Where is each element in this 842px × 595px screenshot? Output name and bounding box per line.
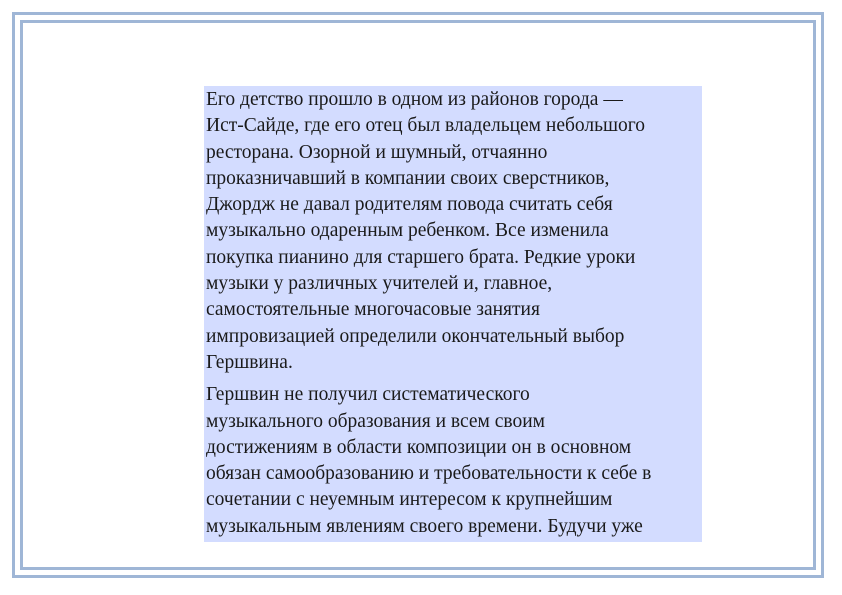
line: импровизацией определили окончательный выбор	[206, 325, 625, 347]
paragraph-1	[206, 87, 700, 376]
line: Гершвин не получил систематического	[206, 384, 530, 406]
line: музыкального образования и всем своим	[206, 410, 546, 432]
line: самостоятельные многочасовые занятия	[206, 299, 540, 321]
line: сочетании с неуемным интересом к крупнейшим	[206, 489, 613, 511]
line: Его детство прошло в одном из районов города —	[206, 89, 623, 110]
line: музыки у различных учителей и, главное,	[206, 273, 553, 295]
line: обязан самообразованию и требовательности к себе в	[206, 463, 652, 485]
line: Гершвина.	[206, 351, 293, 373]
line: покупка пианино для старшего брата. Редкие уроки	[206, 246, 636, 268]
line: ресторана. Озорной и шумный, отчаянно	[206, 141, 548, 163]
line: Ист-Сайде, где его отец был владельцем небольшого	[206, 115, 646, 137]
paragraph-2	[206, 382, 700, 540]
line: достижениям в области композиции он в основном	[206, 436, 632, 458]
line: музыкальным явлениям своего времени. Будучи уже	[206, 515, 643, 537]
text-box	[204, 86, 702, 542]
line: музыкально одаренным ребенком. Все изменила	[206, 220, 609, 242]
line: Джордж не давал родителям повода считать себя	[206, 194, 613, 216]
line: проказничавший в компании своих сверстников,	[206, 167, 610, 189]
